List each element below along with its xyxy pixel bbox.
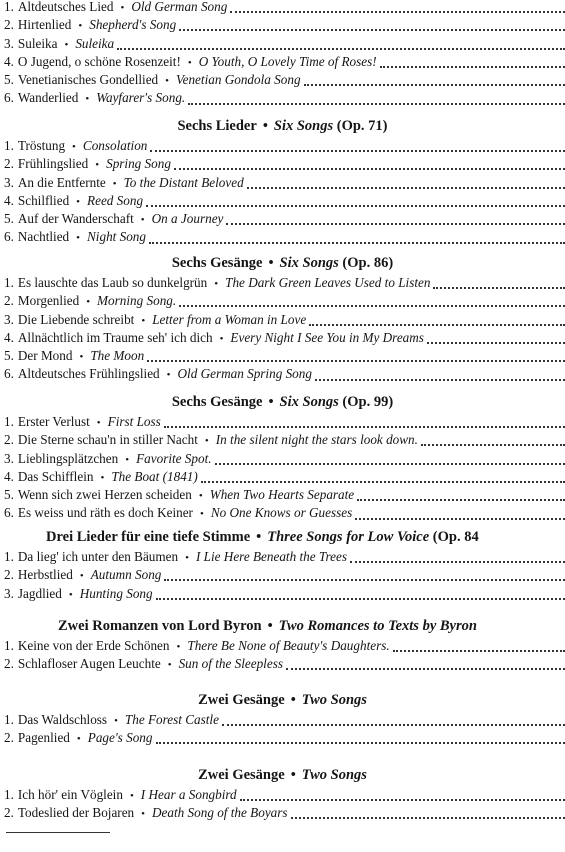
bullet-icon: •: [125, 453, 130, 466]
bullet-icon: •: [290, 692, 296, 708]
song-translation: Venetian Gondola Song: [176, 72, 301, 88]
bullet-icon: •: [114, 715, 118, 727]
dot-leader: [286, 668, 565, 670]
bullet-icon: •: [95, 159, 100, 172]
song-translation: The Moon: [90, 348, 145, 364]
song-entry: [0, 0, 565, 16]
bullet-icon: •: [267, 618, 273, 634]
song-entry: [0, 71, 565, 89]
dot-leader: [201, 481, 565, 483]
song-number: 5.: [4, 487, 14, 503]
song-translation: The Dark Green Leaves Used to Listen: [225, 275, 431, 290]
song-number: 6.: [4, 90, 14, 106]
song-number: 1.: [4, 275, 14, 290]
song-title: Tröstung: [17, 138, 66, 153]
bullet-icon: •: [85, 93, 90, 106]
bullet-icon: •: [167, 659, 172, 672]
section-title: Zwei Romanzen von Lord Byron: [58, 618, 262, 634]
song-number: 1.: [4, 638, 14, 653]
section-heading: [0, 252, 565, 274]
song-number: 1.: [4, 549, 14, 564]
song-translation: Suleika: [75, 35, 115, 51]
song-title: Jagdlied: [17, 585, 62, 601]
bullet-icon: •: [141, 314, 146, 327]
song-title: Erster Verlust: [17, 414, 90, 429]
song-title: Das Schifflein: [17, 468, 94, 484]
dot-leader: [226, 223, 565, 225]
bullet-icon: •: [187, 56, 192, 69]
dot-leader: [247, 187, 565, 189]
section-title: Sechs Lieder: [177, 118, 257, 134]
bullet-icon: •: [76, 232, 81, 245]
song-number: 5.: [4, 72, 14, 88]
dot-leader: [179, 29, 565, 31]
song-title: Wenn sich zwei Herzen scheiden: [17, 487, 192, 503]
section-translation: Six Songs: [279, 255, 339, 271]
dot-leader: [179, 305, 565, 307]
song-entry: [0, 210, 565, 228]
bullet-icon: •: [72, 141, 76, 153]
section-translation: Two Songs: [301, 767, 367, 783]
dot-leader: [150, 150, 565, 152]
song-entry: [0, 504, 565, 522]
song-number: 6.: [4, 366, 14, 382]
song-translation: Old German Song: [131, 0, 228, 14]
song-translation: The Forest Castle: [124, 712, 219, 727]
song-number: 4.: [4, 468, 14, 484]
song-entry: [0, 53, 565, 71]
bullet-icon: •: [120, 2, 125, 14]
section-heading: [0, 615, 565, 637]
song-entry: [0, 228, 565, 246]
song-translation: Favorite Spot.: [136, 450, 212, 466]
section-zwei-gesaenge-1: [0, 689, 565, 748]
song-title: Schlafloser Augen Leuchte: [17, 656, 161, 672]
bullet-icon: •: [268, 394, 274, 410]
song-translation: In the silent night the stars look down.: [215, 432, 418, 448]
song-title: Allnächtlich im Traume seh' ich dich: [17, 329, 213, 345]
song-number: 3.: [4, 174, 14, 190]
bullet-icon: •: [204, 435, 209, 448]
song-translation: I Hear a Songbird: [140, 787, 237, 802]
bullet-icon: •: [140, 214, 145, 227]
song-number: 4.: [4, 192, 14, 208]
dot-leader: [147, 360, 565, 362]
bullet-icon: •: [96, 417, 101, 429]
song-entry: [0, 804, 565, 822]
bullet-icon: •: [185, 552, 189, 564]
song-translation: To the Distant Beloved: [123, 174, 244, 190]
dot-leader: [433, 287, 565, 289]
bullet-icon: •: [86, 296, 91, 309]
song-entry: [0, 89, 565, 107]
section-translation: Two Romances to Texts by Byron: [278, 618, 477, 634]
dot-leader: [309, 324, 565, 326]
section-op86: [0, 252, 565, 384]
bullet-icon: •: [64, 38, 69, 51]
section-title: Zwei Gesänge: [198, 767, 285, 783]
song-number: 3.: [4, 585, 14, 601]
dot-leader: [427, 342, 565, 344]
song-translation: First Loss: [107, 414, 161, 429]
dot-leader: [230, 11, 565, 13]
song-title: Altdeutsches Lied: [17, 0, 114, 14]
song-number: 2.: [4, 805, 14, 821]
bullet-icon: •: [176, 641, 181, 653]
song-title: Pagenlied: [17, 730, 70, 746]
song-entry: [0, 786, 565, 804]
song-number: 2.: [4, 156, 14, 172]
song-translation: No One Knows or Guesses: [210, 505, 353, 521]
dot-leader: [156, 742, 565, 744]
song-title: Ich hör' ein Vöglein: [17, 787, 123, 802]
song-entry: [0, 468, 565, 486]
song-translation: Hunting Song: [79, 585, 153, 601]
song-number: 2.: [4, 730, 14, 746]
bullet-icon: •: [100, 471, 105, 484]
dot-leader: [222, 724, 565, 726]
song-title: Es weiss und räth es doch Keiner: [17, 505, 193, 521]
song-entry: [0, 274, 565, 292]
section-title: Zwei Gesänge: [198, 692, 285, 708]
song-number: 3.: [4, 311, 14, 327]
song-title: O Jugend, o schöne Rosenzeit!: [17, 53, 181, 69]
song-entry: [0, 137, 565, 155]
dot-leader: [117, 48, 565, 50]
dot-leader: [355, 518, 565, 520]
song-title: Keine von der Erde Schönen: [17, 638, 170, 653]
song-translation: Page's Song: [87, 730, 153, 746]
song-number: 1.: [4, 787, 14, 802]
song-entry: [0, 365, 565, 383]
dot-leader: [291, 817, 565, 819]
section-title: Drei Lieder für eine tiefe Stimme: [46, 529, 251, 545]
song-translation: Night Song: [87, 229, 146, 245]
song-entry: [0, 585, 565, 603]
bullet-icon: •: [290, 767, 296, 783]
song-number: 4.: [4, 329, 14, 345]
song-number: 5.: [4, 348, 14, 364]
song-number: 6.: [4, 229, 14, 245]
song-title: Lieblingsplätzchen: [17, 450, 119, 466]
song-number: 2.: [4, 293, 14, 309]
song-title: Schilflied: [17, 192, 70, 208]
bullet-icon: •: [214, 278, 219, 290]
song-title: Der Mond: [17, 348, 73, 364]
song-number: 1.: [4, 0, 14, 14]
song-title: Die Liebende schreibt: [17, 311, 135, 327]
song-title: Die Sterne schau'n in stiller Nacht: [17, 432, 198, 448]
song-number: 5.: [4, 211, 14, 227]
bullet-icon: •: [198, 490, 203, 503]
dot-leader: [393, 650, 565, 652]
song-entry: [0, 16, 565, 34]
song-entry: [0, 729, 565, 747]
bullet-icon: •: [219, 332, 224, 345]
song-number: 2.: [4, 567, 14, 583]
song-title: Morgenlied: [17, 293, 80, 309]
song-number: 6.: [4, 505, 14, 521]
bullet-icon: •: [76, 733, 81, 746]
section-heading: [0, 689, 565, 711]
bullet-icon: •: [256, 529, 262, 545]
section-opus: (Op. 71): [336, 118, 388, 134]
song-title: Das Waldschloss: [17, 712, 108, 727]
dot-leader: [304, 84, 565, 86]
dot-leader: [215, 463, 565, 465]
bullet-icon: •: [199, 508, 204, 521]
bullet-icon: •: [79, 351, 84, 364]
section-continued: [0, 0, 565, 108]
section-op99: [0, 391, 565, 523]
song-title: Da lieg' ich unter den Bäumen: [17, 549, 179, 564]
song-translation: On a Journey: [151, 211, 224, 227]
song-number: 3.: [4, 35, 14, 51]
song-translation: Every Night I See You in My Dreams: [230, 329, 424, 345]
song-entry: [0, 292, 565, 310]
song-number: 1.: [4, 414, 14, 429]
song-entry: [0, 413, 565, 431]
bullet-icon: •: [68, 588, 73, 601]
song-title: Nachtlied: [17, 229, 70, 245]
dot-leader: [146, 205, 565, 207]
section-translation: Six Songs: [273, 118, 334, 134]
song-entry: [0, 347, 565, 365]
section-heading: [0, 391, 565, 413]
song-entry: [0, 486, 565, 504]
song-translation: Death Song of the Boyars: [152, 805, 288, 821]
bullet-icon: •: [129, 790, 134, 802]
song-entry: [0, 329, 565, 347]
song-translation: O Youth, O Lovely Time of Roses!: [198, 53, 377, 69]
section-title: Sechs Gesänge: [171, 255, 263, 271]
bullet-icon: •: [165, 75, 170, 88]
song-entry: [0, 548, 565, 566]
song-entry: [0, 431, 565, 449]
song-number: 2.: [4, 17, 14, 33]
song-number: 4.: [4, 53, 14, 69]
song-entry: [0, 192, 565, 210]
section-translation: Six Songs: [279, 394, 339, 410]
song-title: Suleika: [17, 35, 58, 51]
bullet-icon: •: [112, 177, 117, 190]
song-translation: There Be None of Beauty's Daughters.: [187, 638, 390, 653]
song-entry: [0, 35, 565, 53]
song-translation: I Lie Here Beneath the Trees: [195, 549, 347, 564]
song-translation: Consolation: [82, 138, 148, 153]
section-heading: [0, 764, 565, 786]
bullet-icon: •: [166, 369, 171, 382]
dot-leader: [156, 598, 565, 600]
section-op71: [0, 115, 565, 247]
dot-leader: [357, 499, 565, 501]
section-opus: (Op. 86): [342, 255, 394, 271]
section-heading: [0, 526, 565, 548]
song-translation: Autumn Song: [90, 567, 162, 583]
song-number: 2.: [4, 432, 14, 448]
section-opus: (Op. 99): [342, 394, 394, 410]
song-number: 2.: [4, 656, 14, 672]
section-heading: [0, 115, 565, 137]
song-number: 1.: [4, 712, 14, 727]
song-title: Hirtenlied: [17, 17, 72, 33]
bullet-icon: •: [262, 118, 268, 134]
song-translation: Wayfarer's Song.: [96, 90, 186, 106]
song-title: Wanderlied: [17, 90, 79, 106]
song-entry: [0, 566, 565, 584]
song-translation: Reed Song: [87, 192, 144, 208]
song-entry: [0, 450, 565, 468]
dot-leader: [240, 799, 565, 801]
bullet-icon: •: [76, 195, 81, 208]
song-translation: Letter from a Woman in Love: [152, 311, 307, 327]
song-entry: [0, 711, 565, 729]
song-title: Venetianisches Gondellied: [17, 72, 159, 88]
song-translation: Spring Song: [106, 156, 171, 172]
song-translation: When Two Hearts Separate: [209, 487, 355, 503]
song-number: 1.: [4, 138, 14, 153]
bullet-icon: •: [78, 20, 83, 33]
dot-leader: [164, 579, 565, 581]
song-title: Todeslied der Bojaren: [17, 805, 135, 821]
song-entry: [0, 637, 565, 655]
dot-leader: [315, 379, 565, 381]
dot-leader: [421, 444, 565, 446]
song-entry: [0, 155, 565, 173]
song-title: Frühlingslied: [17, 156, 89, 172]
section-op84: [0, 526, 565, 603]
song-translation: Sun of the Sleepless: [178, 656, 283, 672]
song-title: Herbstlied: [17, 567, 73, 583]
section-opus: (Op. 84: [432, 529, 479, 545]
bullet-icon: •: [268, 255, 274, 271]
song-title: Auf der Wanderschaft: [17, 211, 134, 227]
song-translation: Old German Spring Song: [177, 366, 312, 382]
song-title: Altdeutsches Frühlingslied: [17, 366, 160, 382]
section-translation: Two Songs: [301, 692, 367, 708]
song-entry: [0, 311, 565, 329]
song-title: An die Entfernte: [17, 174, 106, 190]
section-byron: [0, 615, 565, 674]
dot-leader: [350, 561, 565, 563]
dot-leader: [188, 103, 565, 105]
footnote-rule: [6, 832, 110, 833]
dot-leader: [164, 426, 565, 428]
bullet-icon: •: [141, 808, 146, 821]
song-translation: Morning Song.: [97, 293, 177, 309]
dot-leader: [149, 242, 565, 244]
section-title: Sechs Gesänge: [171, 394, 263, 410]
bullet-icon: •: [79, 570, 84, 583]
song-number: 3.: [4, 450, 14, 466]
song-entry: [0, 655, 565, 673]
dot-leader: [380, 66, 565, 68]
song-entry: [0, 174, 565, 192]
dot-leader: [174, 168, 565, 170]
section-translation: Three Songs for Low Voice: [267, 529, 430, 545]
song-translation: Shepherd's Song: [89, 17, 177, 33]
song-title: Es lauschte das Laub so dunkelgrün: [17, 275, 208, 290]
song-translation: The Boat (1841): [111, 468, 198, 484]
section-zwei-gesaenge-2: [0, 764, 565, 823]
